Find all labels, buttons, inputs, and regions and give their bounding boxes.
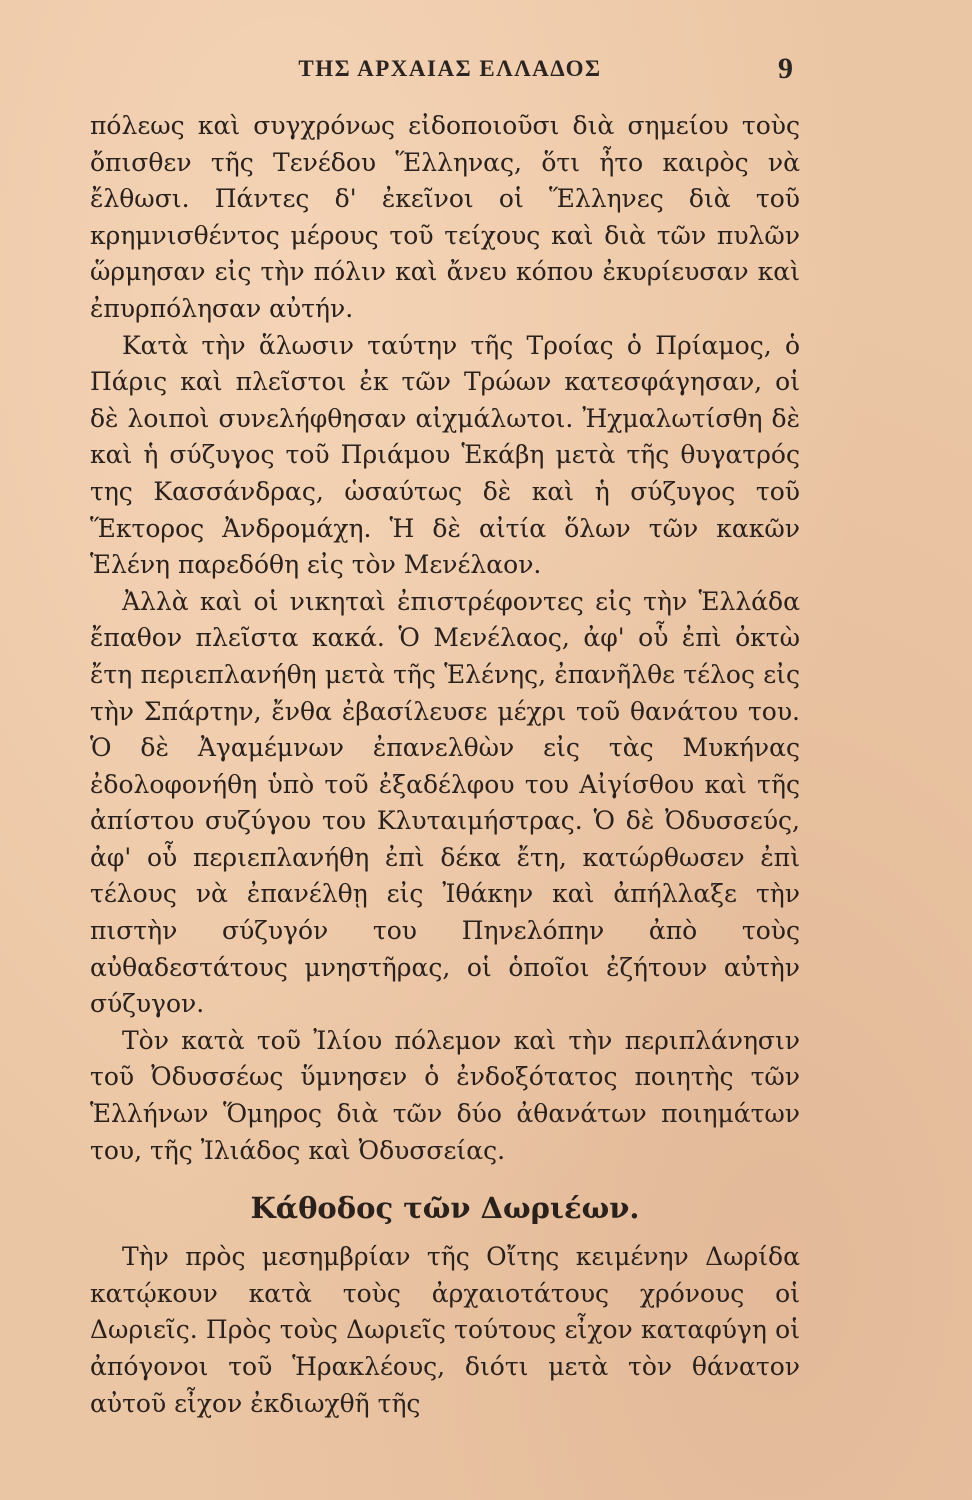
section-paragraph: Τὴν πρὸς μεσημβρίαν τῆς Οἴτης κειμένην Δωρίδα κατῴκουν κατὰ τοὺς ἀρχαιοτάτους χρόνους οἱ Δωριεῖς. Πρὸς τοὺς Δωριεῖς τούτους εἶχον καταφύγη οἱ ἀπόγονοι τοῦ Ἡρακλέους, διότι μετὰ τὸν θάνατον αὐτοῦ εἶχον ἐκδιωχθῆ τῆς	[90, 1242, 800, 1418]
section-heading: Κάθοδος τῶν Δωριέων.	[250, 1191, 640, 1226]
page-number: 9	[778, 52, 793, 85]
body-text	[90, 108, 800, 1422]
paragraph-2: Κατὰ τὴν ἅλωσιν ταύτην τῆς Τροίας ὁ Πρίαμος, ὁ Πάρις καὶ πλεῖστοι ἐκ τῶν Τρώων κατεσφάγησαν, οἱ δὲ λοιποὶ συνελήφθησαν αἰχμάλωτοι. Ἠχμαλωτίσθη δὲ καὶ ἡ σύζυγος τοῦ Πριάμου Ἑκάβη μετὰ τῆς θυγατρός της Κασσάνδρας, ὡσαύτως δὲ καὶ ἡ σύζυγος τοῦ Ἕκτορος Ἀνδρομάχη. Ἡ δὲ αἰτία ὅλων τῶν κακῶν Ἑλένη παρεδόθη εἰς τὸν Μενέλαον.	[90, 330, 800, 580]
paragraph-3: Ἀλλὰ καὶ οἱ νικηταὶ ἐπιστρέφοντες εἰς τὴν Ἑλλάδα ἔπαθον πλεῖστα κακά. Ὁ Μενέλαος, ἀφ' οὗ ἐπὶ ὀκτὼ ἔτη περιεπλανήθη μετὰ τῆς Ἑλένης, ἐπανῆλθε τέλος εἰς τὴν Σπάρτην, ἔνθα ἐβασίλευσε μέχρι τοῦ θανάτου του. Ὁ δὲ Ἀγαμέμνων ἐπανελθὼν εἰς τὰς Μυκήνας ἐδολοφονήθη ὑπὸ τοῦ ἐξαδέλφου του Αἰγίσθου καὶ τῆς ἀπίστου συζύγου του Κλυταιμήστρας. Ὁ δὲ Ὀδυσσεύς, ἀφ' οὗ περιεπλανήθη ἐπὶ δέκα ἔτη, κατώρθωσεν ἐπὶ τέλους νὰ ἐπανέλθῃ εἰς Ἰθάκην καὶ ἀπήλλαξε τὴν πιστὴν σύζυγόν του Πηνελόπην ἀπὸ τοὺς αὐθαδεστάτους μνηστῆρας, οἱ ὁποῖοι ἐζήτουν αὐτὴν σύζυγον.	[90, 586, 800, 1019]
paragraph-4: Τὸν κατὰ τοῦ Ἰλίου πόλεμον καὶ τὴν περιπλάνησιν τοῦ Ὀδυσσέως ὕμνησεν ὁ ἐνδοξότατος ποιητὴς τῶν Ἑλλήνων Ὅμηρος διὰ τῶν δύο ἀθανάτων ποιημάτων του, τῆς Ἰλιάδος καὶ Ὀδυσσείας.	[90, 1025, 800, 1165]
running-title: ΤΗΣ ΑΡΧΑΙΑΣ ΕΛΛΑΔΟΣ	[298, 56, 602, 81]
paragraph-1: πόλεως καὶ συγχρόνως εἰδοποιοῦσι διὰ σημείου τοὺς ὄπισθεν τῆς Τενέδου Ἕλληνας, ὅτι ἦτο καιρὸς νὰ ἔλθωσι. Πάντες δ' ἐκεῖνοι οἱ Ἕλληνες διὰ τοῦ κρημνισθέντος μέρους τοῦ τείχους καὶ διὰ τῶν πυλῶν ὥρμησαν εἰς τὴν πόλιν καὶ ἄνευ κόπου ἐκυρίευσαν καὶ ἐπυρπόλησαν αὐτήν.	[90, 111, 800, 323]
page-header	[0, 54, 972, 90]
